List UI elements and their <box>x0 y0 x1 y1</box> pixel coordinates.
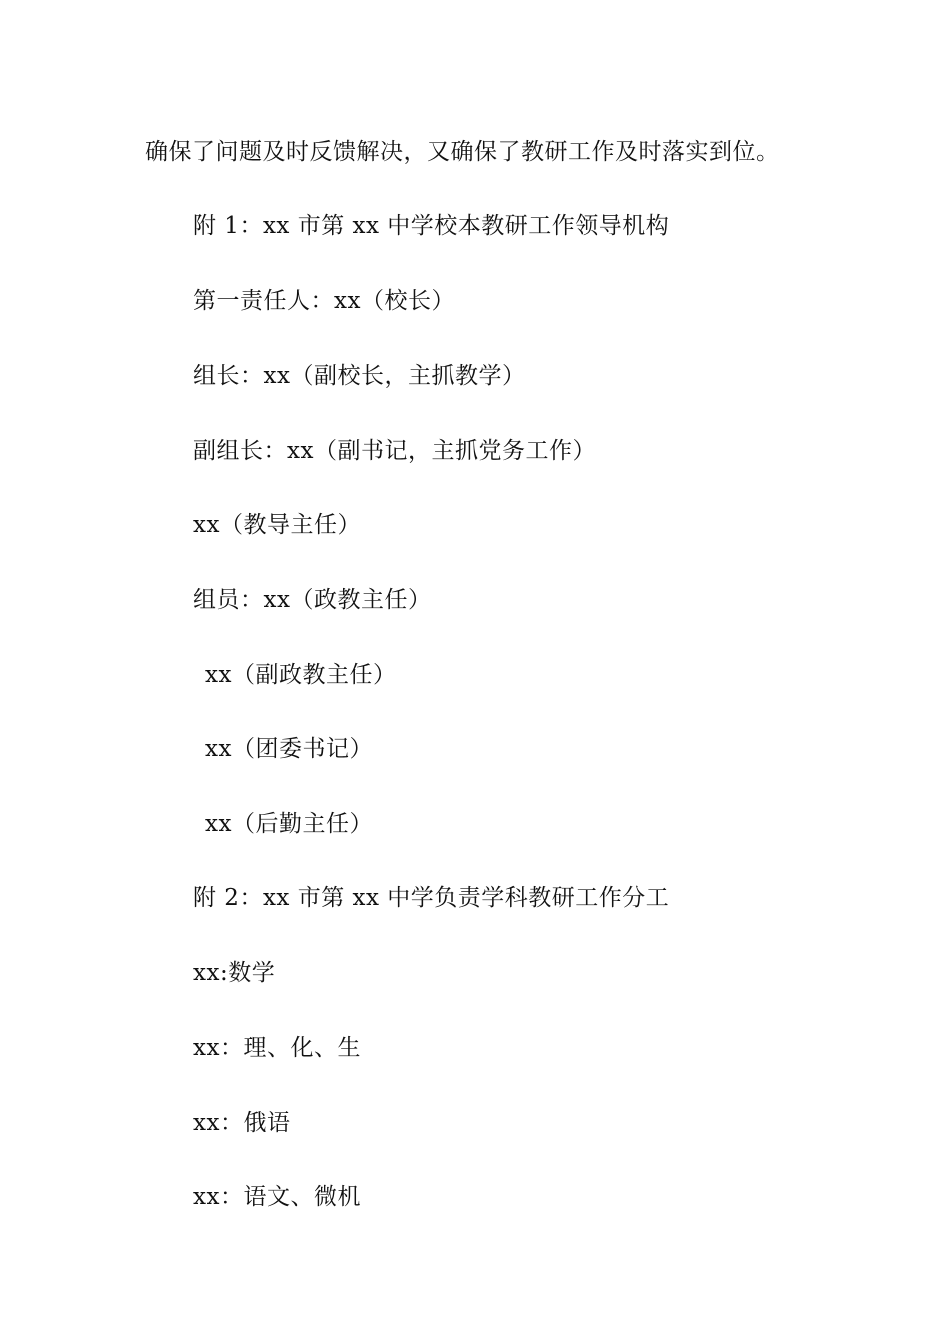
appendix1-line: 组员：xx（政教主任） <box>193 587 432 613</box>
appendix1-line: 组长：xx（副校长，主抓教学） <box>193 363 526 389</box>
paragraph-continuation: 确保了问题及时反馈解决，又确保了教研工作及时落实到位。 <box>145 139 780 165</box>
appendix1-line: 第一责任人：xx（校长） <box>193 288 455 314</box>
appendix2-line: xx：理、化、生 <box>193 1035 361 1061</box>
appendix1-line: xx（后勤主任） <box>205 811 373 837</box>
appendix1-title: 附 1：xx 市第 xx 中学校本教研工作领导机构 <box>193 213 670 239</box>
appendix2-title: 附 2：xx 市第 xx 中学负责学科教研工作分工 <box>193 885 670 911</box>
appendix1-line: 副组长：xx（副书记，主抓党务工作） <box>193 438 596 464</box>
appendix2-line: xx：语文、微机 <box>193 1184 361 1210</box>
appendix2-line: xx:数学 <box>193 960 276 986</box>
appendix1-line: xx（团委书记） <box>205 736 373 762</box>
appendix1-line: xx（副政教主任） <box>205 662 397 688</box>
appendix1-line: xx（教导主任） <box>193 512 361 538</box>
appendix2-line: xx：俄语 <box>193 1110 291 1136</box>
